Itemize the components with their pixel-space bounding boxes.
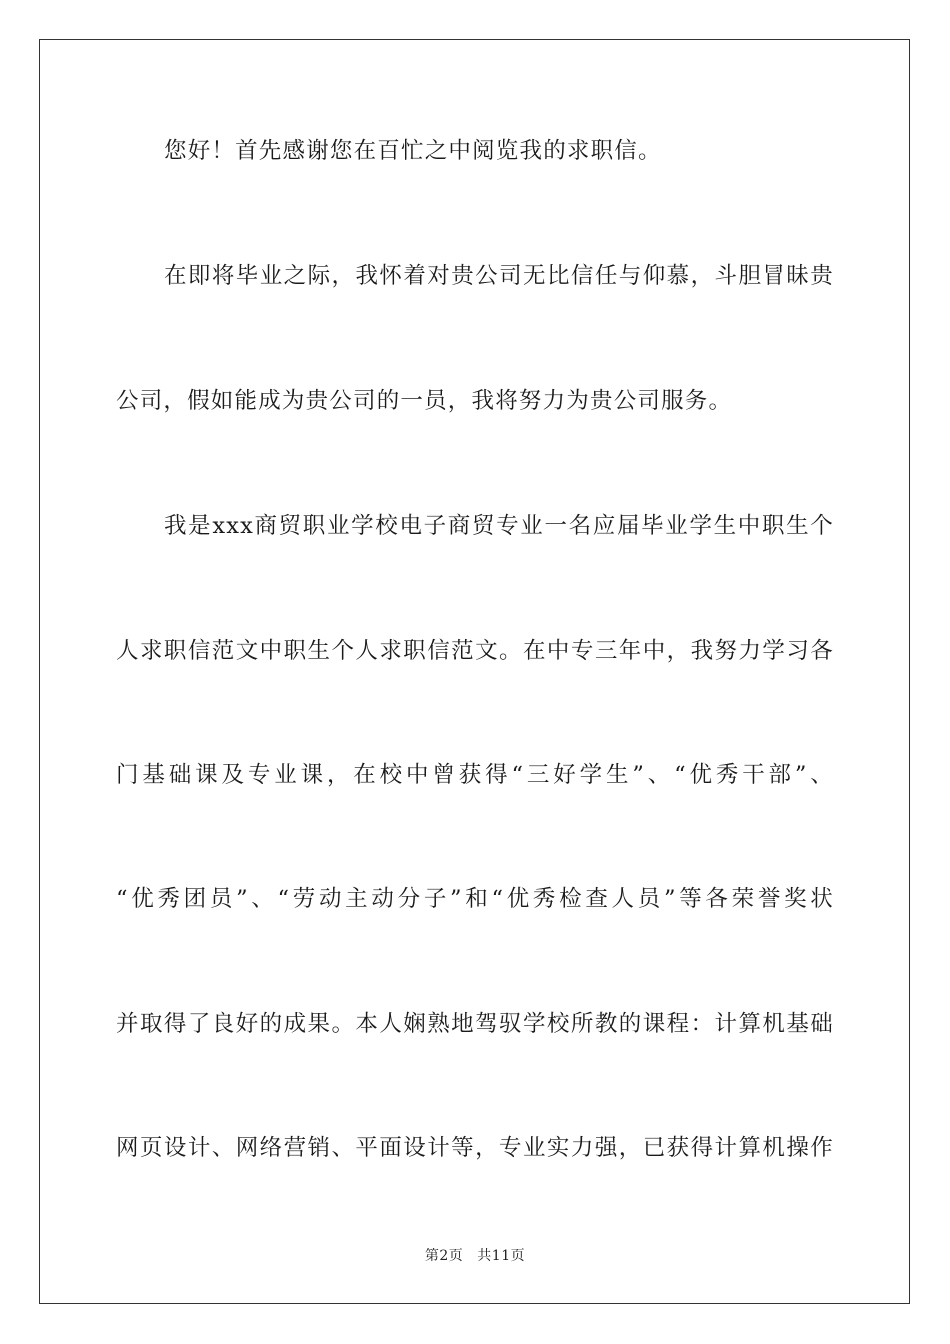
page-number: 第2页: [424, 1248, 464, 1264]
paragraph-2-line-1: 在即将毕业之际，我怀着对贵公司无比信任与仰慕，斗胆冒昧贵: [164, 263, 834, 289]
paragraph-3-line-3: 门基础课及专业课，在校中曾获得“三好学生”、“优秀干部”、: [116, 762, 834, 788]
paragraph-3-line-2: 人求职信范文中职生个人求职信范文。在中专三年中，我努力学习各: [116, 638, 834, 664]
page-footer: [0, 1247, 950, 1265]
page-total: 共11页: [477, 1248, 526, 1264]
page-border: [39, 39, 910, 1304]
paragraph-greeting-line: 您好！首先感谢您在百忙之中阅览我的求职信。: [164, 138, 662, 164]
paragraph-2-line-2: 公司，假如能成为贵公司的一员，我将努力为贵公司服务。: [116, 388, 733, 414]
paragraph-3-line-4: “优秀团员”、“劳动主动分子”和“优秀检查人员”等各荣誉奖状: [116, 886, 834, 912]
paragraph-3-line-5: 并取得了良好的成果。本人娴熟地驾驭学校所教的课程：计算机基础: [116, 1011, 834, 1037]
paragraph-3-line-1: 我是xxx商贸职业学校电子商贸专业一名应届毕业学生中职生个: [164, 513, 834, 539]
paragraph-3-line-6: 网页设计、网络营销、平面设计等，专业实力强，已获得计算机操作: [116, 1135, 834, 1161]
